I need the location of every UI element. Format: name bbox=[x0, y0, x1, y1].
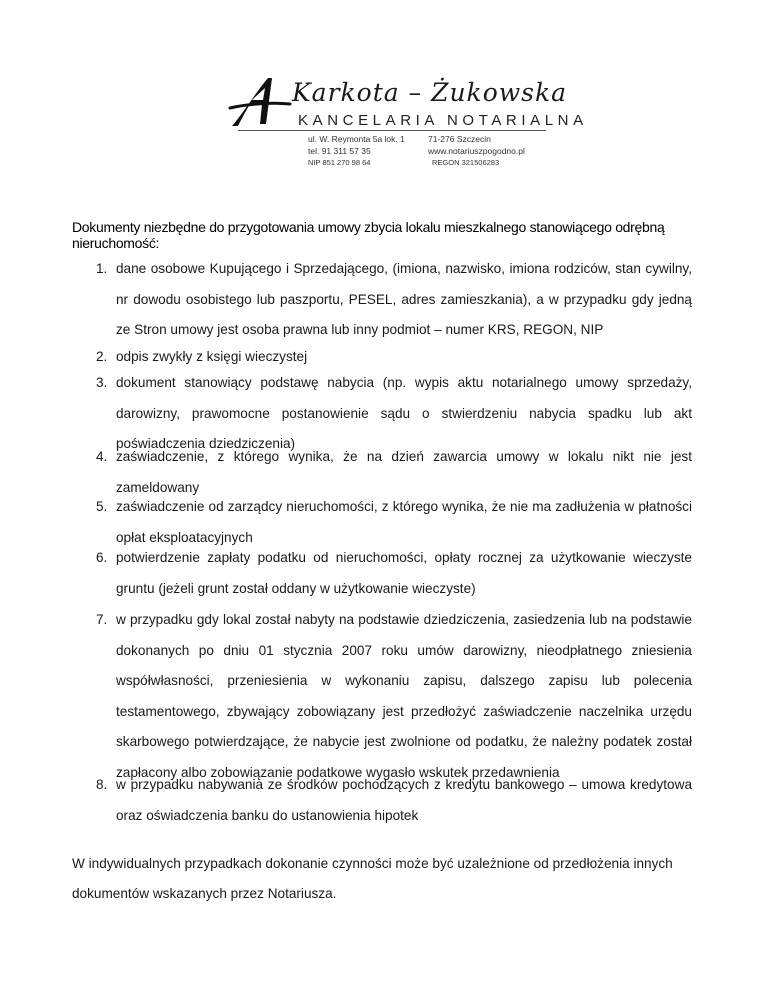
website: www.notariuszpogodno.pl bbox=[428, 146, 525, 156]
list-item bbox=[96, 543, 692, 604]
list-text: dane osobowe Kupującego i Sprzedającego, (imiona, nazwisko, imiona rodziców, stan cywilny, nr dowodu osobistego lub paszportu, PESEL, adres zamieszkania), a w przypadku gdy jedną ze Stron umowy jest osoba prawna lub inny podmiot – numer KRS, REGON, NIP bbox=[116, 261, 692, 338]
regon: REGON 321506283 bbox=[432, 158, 500, 167]
list-item bbox=[96, 254, 692, 346]
office-name: Karkota – Żukowska bbox=[292, 78, 568, 107]
list-text: zaświadczenie, z którego wynika, że na dzień zawarcia umowy w lokalu nikt nie jest zameldowany bbox=[116, 449, 692, 495]
nip: NIP 851 270 98 64 bbox=[308, 158, 371, 167]
list-text: dokument stanowiący podstawę nabycia (np. wypis aktu notarialnego umowy sprzedaży, darowizny, prawomocne postanowienie sądu o stwierdzeniu nabycia spadku lub akt poświadczenia dziedziczenia) bbox=[116, 375, 692, 452]
list-item bbox=[96, 605, 692, 789]
registry-line bbox=[308, 158, 500, 167]
list-text: potwierdzenie zapłaty podatku od nieruchomości, opłaty rocznej za użytkowanie wieczyste gruntu (jeżeli grunt został oddany w użytkowanie wieczyste) bbox=[116, 550, 692, 596]
address: ul. W. Reymonta 5a lok. 1 bbox=[308, 134, 405, 144]
list-text: w przypadku nabywania ze środków pochodzących z kredytu bankowego – umowa kredytowa oraz oświadczenia banku do ustanowienia hipotek bbox=[116, 777, 692, 823]
closing-note: W indywidualnych przypadkach dokonanie czynności może być uzależnione od przedłożenia innych dokumentów wskazanych przez Notariusza. bbox=[72, 856, 673, 901]
list-number: 8. bbox=[96, 777, 108, 792]
logo-a-icon bbox=[228, 74, 300, 134]
list-number: 7. bbox=[96, 612, 108, 627]
list-number: 5. bbox=[96, 499, 108, 514]
address-line bbox=[308, 134, 491, 144]
postal-city: 71-276 Szczecin bbox=[428, 134, 491, 144]
list-text: odpis zwykły z księgi wieczystej bbox=[116, 349, 308, 364]
office-subtitle: KANCELARIA NOTARIALNA bbox=[298, 112, 588, 129]
list-number: 6. bbox=[96, 550, 108, 565]
contact-line bbox=[308, 146, 525, 156]
list-text: w przypadku gdy lokal został nabyty na podstawie dziedziczenia, zasiedzenia lub na podstawie dokonanych po dniu 01 stycznia 2007 roku umów darowizny, nieodpłatnego zniesienia współwłasności, przeniesienia w wykonaniu zapisu, dalszego zapisu lub polecenia testamentowego, zbywający zobowiązany jest przedłożyć zaświadczenie naczelnika urzędu skarbowego potwierdzające, że nabycie jest zwolnione od podatku, że należny podatek został zapłacony albo zobowiązanie podatkowe wygasło wskutek przedawnienia bbox=[116, 612, 692, 780]
list-number: 4. bbox=[96, 449, 108, 464]
list-number: 3. bbox=[96, 375, 108, 390]
document-heading: Dokumenty niezbędne do przygotowania umowy zbycia lokalu mieszkalnego stanowiącego odrębną nieruchomość: bbox=[72, 219, 665, 251]
letterhead-divider bbox=[238, 130, 546, 131]
list-item bbox=[96, 770, 692, 831]
list-number: 2. bbox=[96, 349, 108, 364]
list-text: zaświadczenie od zarządcy nieruchomości, z którego wynika, że nie ma zadłużenia w płatności opłat eksploatacyjnych bbox=[116, 499, 692, 545]
list-number: 1. bbox=[96, 261, 108, 276]
letterhead bbox=[228, 72, 588, 172]
phone: tel. 91 311 57 35 bbox=[308, 146, 371, 156]
